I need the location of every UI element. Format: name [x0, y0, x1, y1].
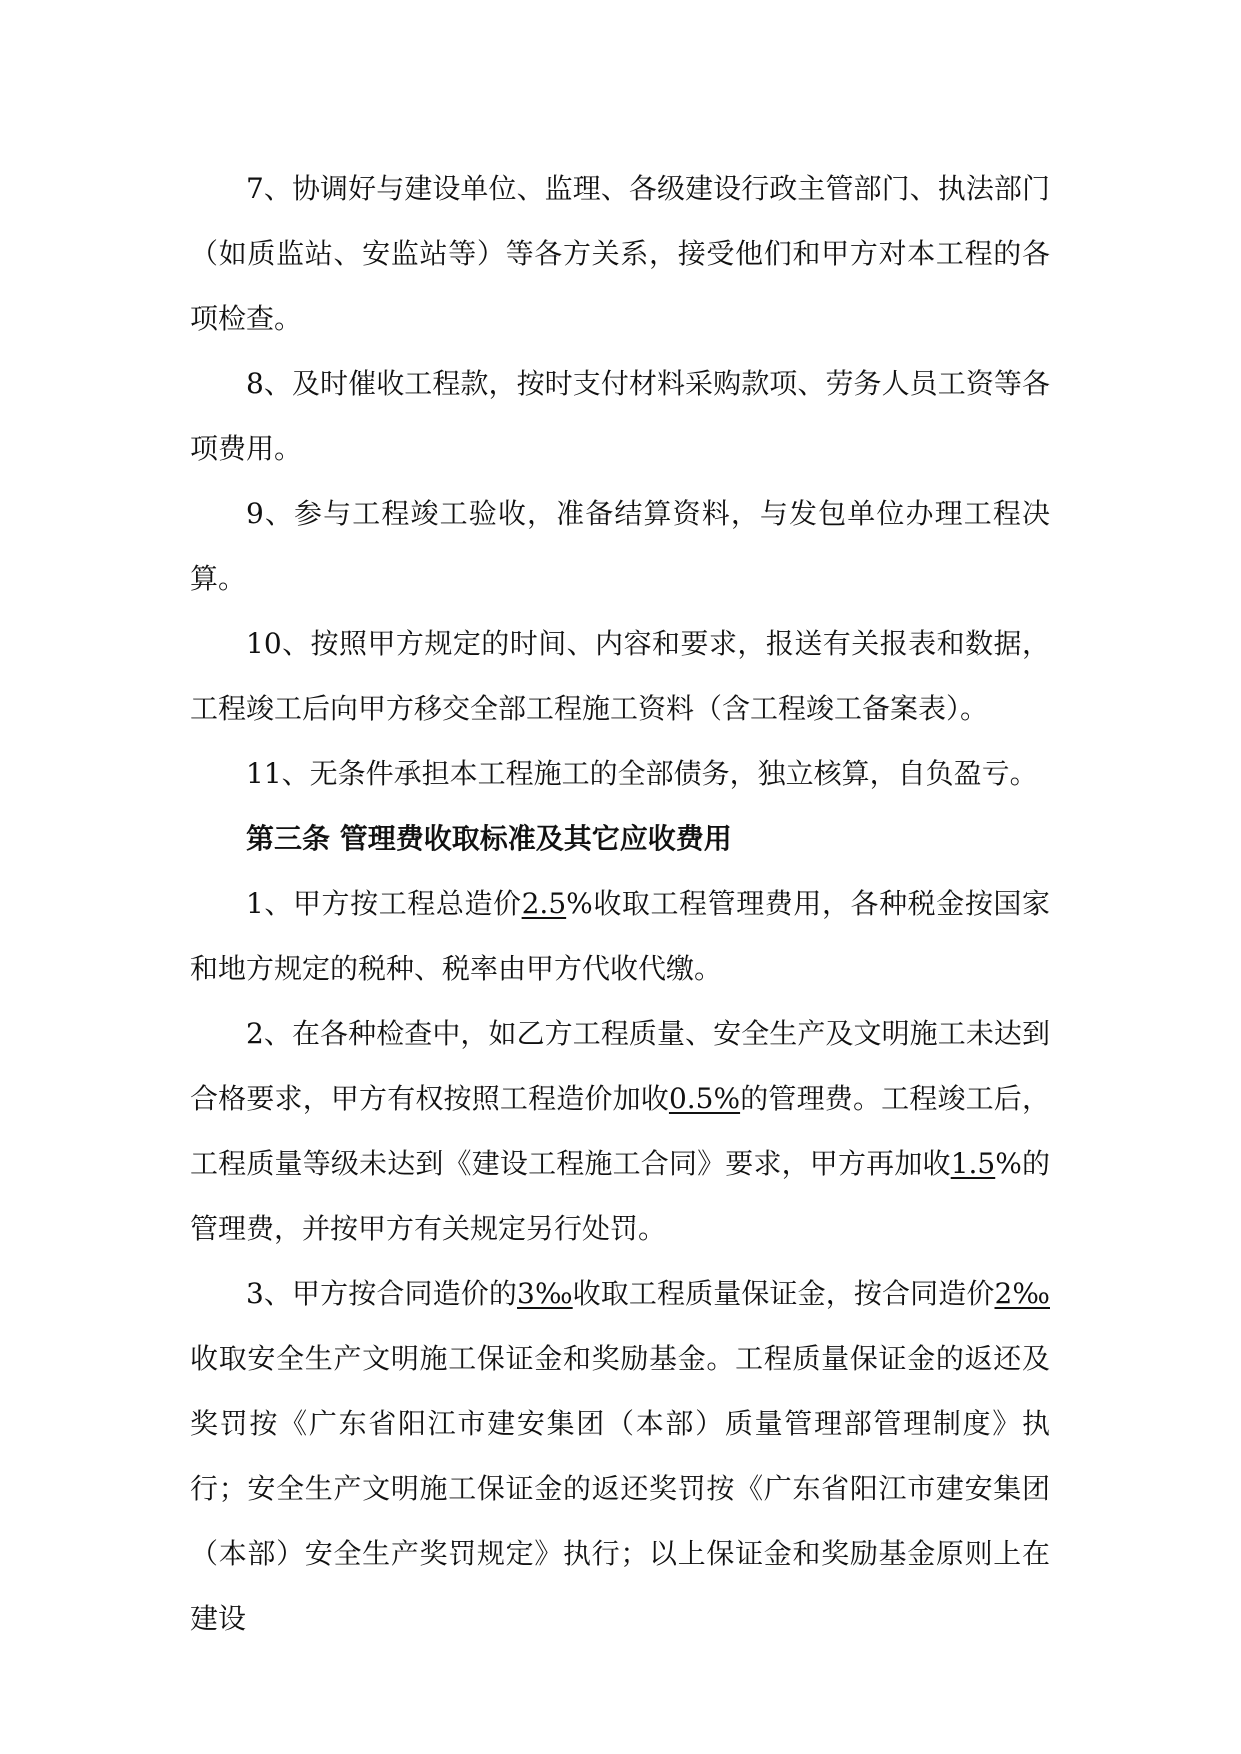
- clause-item-8: 8、及时催收工程款，按时支付材料采购款项、劳务人员工资等各项费用。: [190, 367, 1050, 465]
- fee-item-2-text-b: 的管理费。工程竣工后，工程质量等级未达到《建设工程施工合同》要求，甲方再加收: [190, 1082, 1050, 1180]
- quality-deposit-rate: 3‰: [517, 1277, 573, 1310]
- safety-deposit-rate: 2‰: [994, 1277, 1050, 1310]
- fee-item-2-text-c: %的管理费，并按甲方有关规定另行处罚。: [190, 1147, 1050, 1245]
- clause-item-9: 9、参与工程竣工验收，准备结算资料，与发包单位办理工程决算。: [190, 497, 1050, 595]
- fee-item-1-text-b: %收取工程管理费用，各种税金按国家和地方规定的税种、税率由甲方代收代缴。: [190, 887, 1050, 985]
- surcharge-rate-1: 0.5%: [668, 1082, 741, 1115]
- fee-item-2: [190, 1001, 1050, 1261]
- document-body: [190, 156, 1050, 1651]
- fee-item-1-text-a: 1、甲方按工程总造价: [246, 887, 522, 920]
- fee-item-2-text-a: 2、在各种检查中，如乙方工程质量、安全生产及文明施工未达到合格要求，甲方有权按照工程造价加收: [190, 1017, 1050, 1115]
- clause-item-11: 11、无条件承担本工程施工的全部债务，独立核算，自负盈亏。: [246, 757, 1038, 790]
- fee-item-3-text-c: 收取安全生产文明施工保证金和奖励基金。工程质量保证金的返还及奖罚按《广东省阳江市建安集团（本部）质量管理部管理制度》执行；安全生产文明施工保证金的返还奖罚按《广东省阳江市建安集团（本部）安全生产奖罚规定》执行；以上保证金和奖励基金原则上在建设: [190, 1342, 1050, 1635]
- fee-item-3: [190, 1261, 1050, 1651]
- surcharge-rate-2: 1.5: [950, 1147, 996, 1180]
- fee-item-3-text-a: 3、甲方按合同造价的: [246, 1277, 518, 1310]
- clause-item-10: 10、按照甲方规定的时间、内容和要求，报送有关报表和数据，工程竣工后向甲方移交全部工程施工资料（含工程竣工备案表）。: [190, 627, 1050, 725]
- fee-item-1: [190, 871, 1050, 1001]
- clause-item-7: 7、协调好与建设单位、监理、各级建设行政主管部门、执法部门（如质监站、安监站等）等各方关系，接受他们和甲方对本工程的各项检查。: [190, 172, 1050, 335]
- fee-item-3-text-b: 收取工程质量保证金，按合同造价: [572, 1277, 995, 1310]
- section-heading: 第三条 管理费收取标准及其它应收费用: [246, 822, 732, 855]
- management-fee-rate: 2.5: [521, 887, 567, 920]
